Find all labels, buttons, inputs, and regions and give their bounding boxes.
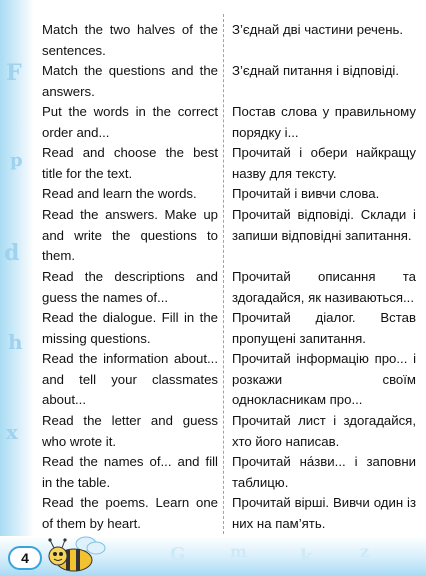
instruction-english: Read the information about... and tell your classmates about... [42,351,218,407]
decorative-letter-icon: F [6,60,22,86]
instruction-english: Read the names of... and fill in the table. [42,454,218,490]
instruction-english: Match the questions and the answers. [42,63,218,99]
instruction-ukrainian: Прочитай інформацію про... і розкажи своїм однокласникам про... [232,351,416,407]
instruction-english: Read the answers. Make up and write the questions to them. [42,207,218,263]
instruction-ukrainian: З’єднай питання і відповіді. [232,63,399,78]
instruction-ukrainian: Прочитай діалог. Встав пропущені запитання. [232,310,416,346]
decorative-letter-icon: p [10,150,23,171]
page-number-badge [8,546,42,570]
decorative-letter-icon: m [230,542,247,561]
instruction-english: Read the letter and guess who wrote it. [42,413,218,449]
instruction-english: Read the dialogue. Fill in the missing questions. [42,310,218,346]
instruction-ukrainian: Прочитай вірші. Вивчи один із них на пам’ять. [232,495,416,531]
instruction-ukrainian: З’єднай дві частини речень. [232,22,404,37]
instruction-ukrainian: Прочитай і обери найкращу назву для тексту. [232,145,416,181]
instruction-english: Match the two halves of the sentences. [42,22,218,58]
instruction-ukrainian: Постав слова у правильному порядку і... [232,104,416,140]
column-divider [223,14,224,534]
instruction-english: Read the descriptions and guess the names of... [42,269,218,305]
decorative-letter-icon: G [170,544,186,565]
instruction-ukrainian: Прочитай описання та здогадайся, як називаються... [232,269,416,305]
instruction-ukrainian: Прочитай лист і здогадайся, хто його написав. [232,413,416,449]
decorative-letter-icon: k [300,546,313,567]
decorative-letter-icon: d [4,240,20,266]
instruction-ukrainian: Прочитай і вивчи слова. [232,186,380,201]
decorative-letter-icon: z [360,542,370,561]
instruction-ukrainian: Прочитай відповіді. Склади і запиши відповідні запитання. [232,207,416,243]
page-number: 4 [21,550,29,566]
decorative-letter-icon: x [6,420,18,444]
instruction-english: Read and choose the best title for the text. [42,145,218,181]
instruction-ukrainian: Прочитай на́зви... і заповни таблицю. [232,454,416,490]
instruction-english: Put the words in the correct order and... [42,104,218,140]
instruction-english: Read the poems. Learn one of them by heart. [42,495,218,531]
bee-mascot-icon [40,532,112,576]
instruction-english: Read and learn the words. [42,186,197,201]
left-decorative-band [0,0,34,576]
decorative-letter-icon: h [8,330,23,354]
